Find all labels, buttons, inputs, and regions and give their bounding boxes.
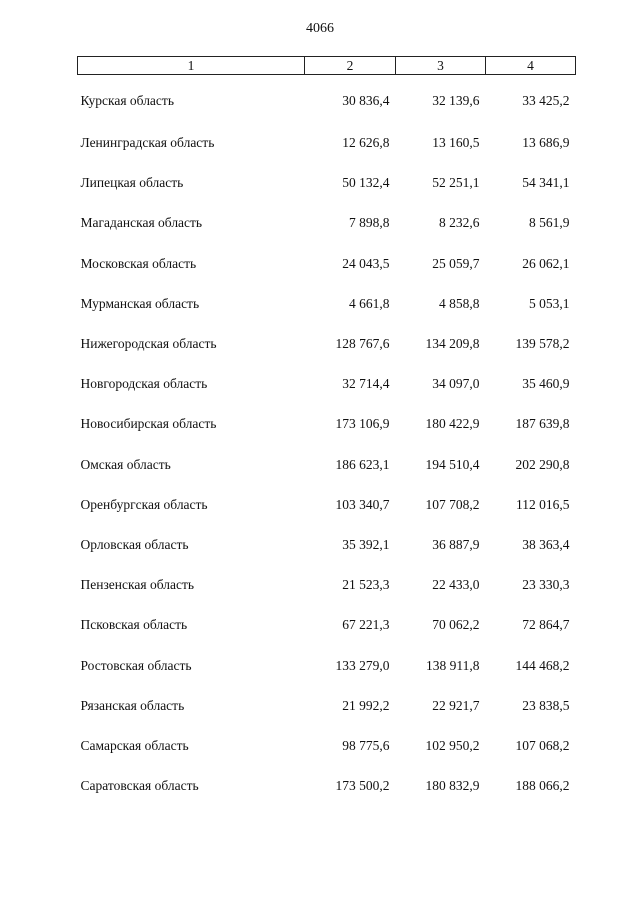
region-name-cell: Орловская область: [80, 536, 189, 552]
value-col-4-cell: 23 838,5: [522, 697, 570, 713]
value-col-3-cell: 138 911,8: [426, 657, 480, 673]
region-name-cell: Новгородская область: [80, 376, 208, 392]
region-name-cell: Московская область: [80, 255, 197, 271]
table-row: [78, 123, 576, 163]
value-col-4-cell: 188 066,2: [515, 778, 570, 794]
region-name-cell: Мурманская область: [80, 295, 200, 311]
value-col-4-cell: 112 016,5: [516, 496, 570, 512]
value-col-4-cell: 72 864,7: [522, 617, 570, 633]
region-name-cell: Магаданская область: [80, 215, 203, 231]
value-col-2-cell: 173 106,9: [335, 416, 390, 432]
value-col-3-cell: 22 921,7: [432, 697, 480, 713]
table-row: [78, 766, 576, 806]
value-col-3-cell: 52 251,1: [432, 175, 480, 191]
value-col-3-cell: 107 708,2: [425, 496, 480, 512]
region-name-cell: Рязанская область: [80, 697, 185, 713]
table-row: [78, 364, 576, 404]
region-name-cell: Оренбургская область: [80, 496, 208, 512]
value-col-3-cell: 134 209,8: [425, 336, 480, 352]
region-name-cell: Нижегородская область: [80, 336, 217, 352]
table-row: [78, 404, 576, 444]
table-row: [78, 244, 576, 284]
header-cell-col-4: 4: [486, 57, 576, 75]
region-name-cell: Саратовская область: [80, 778, 199, 794]
region-name-cell: Курская область: [80, 93, 174, 108]
value-col-3-cell: 8 232,6: [439, 215, 480, 231]
value-col-2-cell: 173 500,2: [335, 778, 390, 794]
value-col-3-cell: 25 059,7: [432, 255, 480, 271]
table-row: [78, 565, 576, 605]
value-col-2-cell: 21 992,2: [342, 697, 390, 713]
value-col-3-cell: 180 422,9: [425, 416, 480, 432]
value-col-2-cell: 50 132,4: [342, 175, 390, 191]
header-cell-col-3: 3: [396, 57, 486, 75]
header-row: [78, 57, 576, 75]
value-col-3-cell: 70 062,2: [432, 617, 480, 633]
region-name-cell: Ростовская область: [80, 657, 192, 673]
value-col-2-cell: 67 221,3: [342, 617, 390, 633]
header-cell-col-1: 1: [78, 57, 305, 75]
value-col-3-cell: 36 887,9: [432, 536, 480, 552]
page-number: 4066: [306, 21, 334, 36]
region-name-cell: Новосибирская область: [80, 416, 217, 432]
value-col-3-cell: 194 510,4: [425, 456, 480, 472]
region-name-cell: Липецкая область: [80, 175, 184, 191]
table-row: [78, 75, 576, 124]
header-cell-col-2: 2: [305, 57, 396, 75]
value-col-2-cell: 186 623,1: [335, 456, 390, 472]
value-col-4-cell: 107 068,2: [515, 737, 570, 753]
table-row: [78, 445, 576, 485]
value-col-3-cell: 180 832,9: [425, 778, 480, 794]
table-header: [78, 57, 576, 75]
value-col-2-cell: 128 767,6: [335, 336, 390, 352]
region-name-cell: Пензенская область: [80, 577, 194, 593]
value-col-3-cell: 22 433,0: [432, 577, 480, 593]
value-col-2-cell: 133 279,0: [335, 657, 390, 673]
value-col-2-cell: 24 043,5: [342, 255, 390, 271]
table-row: [78, 485, 576, 525]
region-name-cell: Омская область: [80, 456, 171, 472]
value-col-4-cell: 54 341,1: [522, 175, 570, 191]
value-col-4-cell: 38 363,4: [522, 536, 570, 552]
table-row: [78, 645, 576, 685]
table-row: [78, 284, 576, 324]
table-row: [78, 686, 576, 726]
value-col-4-cell: 139 578,2: [515, 336, 570, 352]
value-col-3-cell: 102 950,2: [425, 737, 480, 753]
value-col-2-cell: 21 523,3: [342, 577, 390, 593]
value-col-2-cell: 4 661,8: [349, 295, 390, 311]
value-col-4-cell: 13 686,9: [522, 135, 570, 151]
region-name-cell: Ленинградская область: [80, 135, 215, 151]
value-col-4-cell: 144 468,2: [515, 657, 570, 673]
value-col-4-cell: 5 053,1: [529, 295, 570, 311]
value-col-2-cell: 32 714,4: [342, 376, 390, 392]
value-col-2-cell: 35 392,1: [342, 536, 390, 552]
value-col-3-cell: 13 160,5: [432, 135, 480, 151]
value-col-2-cell: 12 626,8: [342, 135, 390, 151]
value-col-2-cell: 7 898,8: [349, 215, 390, 231]
value-col-2-cell: 98 775,6: [342, 737, 390, 753]
table-row: [78, 726, 576, 766]
value-col-2-cell: 30 836,4: [342, 93, 390, 108]
region-name-cell: Псковская область: [80, 617, 188, 633]
value-col-3-cell: 32 139,6: [432, 93, 480, 108]
value-col-4-cell: 33 425,2: [522, 93, 570, 108]
value-col-3-cell: 34 097,0: [432, 376, 480, 392]
value-col-4-cell: 187 639,8: [515, 416, 570, 432]
value-col-4-cell: 35 460,9: [522, 376, 570, 392]
table-row: [78, 324, 576, 364]
region-name-cell: Самарская область: [80, 737, 189, 753]
value-col-4-cell: 26 062,1: [522, 255, 570, 271]
value-col-4-cell: 202 290,8: [515, 456, 570, 472]
value-col-3-cell: 4 858,8: [439, 295, 480, 311]
table-row: [78, 163, 576, 203]
table-body: [78, 75, 576, 807]
value-col-4-cell: 8 561,9: [529, 215, 570, 231]
data-table: [77, 56, 576, 806]
value-col-2-cell: 103 340,7: [335, 496, 390, 512]
table-row: [78, 525, 576, 565]
value-col-4-cell: 23 330,3: [522, 577, 570, 593]
table-row: [78, 203, 576, 243]
table-row: [78, 605, 576, 645]
